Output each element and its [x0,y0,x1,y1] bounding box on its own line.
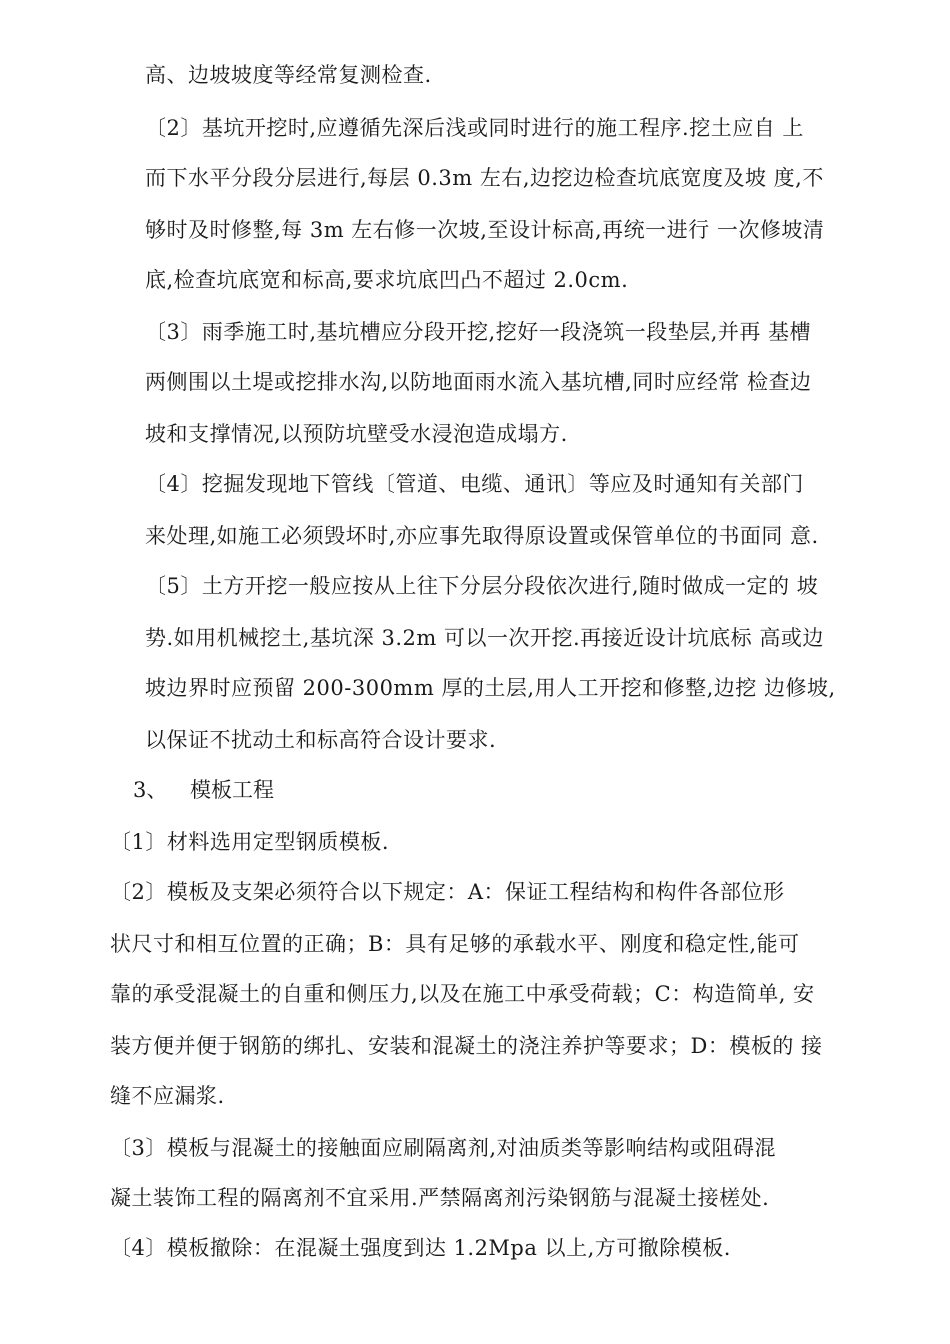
text-line: 〔1〕材料选用定型钢质模板. [110,830,390,854]
text-line: 〔4〕挖掘发现地下管线〔管道、电缆、通讯〕等应及时通知有关部门 [145,472,804,496]
text-line: 〔3〕模板与混凝土的接触面应刷隔离剂,对油质类等影响结构或阻碍混 [110,1136,777,1160]
text-line: 〔4〕模板撤除：在混凝土强度到达 1.2Mpa 以上,方可撤除模板. [110,1236,731,1260]
text-line: 缝不应漏浆. [110,1084,225,1108]
text-line: 〔3〕雨季施工时,基坑槽应分段开挖,挖好一段浇筑一段垫层,并再 基槽 [145,320,812,344]
text-line: 〔2〕基坑开挖时,应遵循先深后浅或同时进行的施工程序.挖土应自 上 [145,116,804,140]
text-line: 高、边坡坡度等经常复测检查. [145,63,432,87]
text-line: 来处理,如施工必须毁坏时,亦应事先取得原设置或保管单位的书面同 意. [145,524,819,548]
text-line: 够时及时修整,每 3m 左右修一次坡,至设计标高,再统一进行 一次修坡清 [145,218,825,242]
section-heading: 模板工程 [190,778,274,802]
text-line: 〔5〕土方开挖一般应按从上往下分层分段依次进行,随时做成一定的 坡 [145,574,819,598]
text-line: 靠的承受混凝土的自重和侧压力,以及在施工中承受荷载；C：构造简单, 安 [110,982,815,1006]
text-line: 〔2〕模板及支架必须符合以下规定：A：保证工程结构和构件各部位形 [110,880,785,904]
text-line: 坡和支撑情况,以预防坑壁受水浸泡造成塌方. [145,422,568,446]
text-line: 以保证不扰动土和标高符合设计要求. [145,728,497,752]
text-line: 两侧围以土堤或挖排水沟,以防地面雨水流入基坑槽,同时应经常 检查边 [145,370,812,394]
text-line: 而下水平分段分层进行,每层 0.3m 左右,边挖边检查坑底宽度及坡 度,不 [145,166,824,190]
text-line: 凝土装饰工程的隔离剂不宜采用.严禁隔离剂污染钢筋与混凝土接槎处. [110,1186,770,1210]
section-number: 3、 [133,778,168,802]
text-line: 装方便并便于钢筋的绑扎、安装和混凝土的浇注养护等要求；D：模板的 接 [110,1034,823,1058]
text-line: 坡边界时应预留 200-300mm 厚的土层,用人工开挖和修整,边挖 边修坡, [145,676,836,700]
text-line: 底,检查坑底宽和标高,要求坑底凹凸不超过 2.0cm. [145,268,629,292]
text-line: 势.如用机械挖土,基坑深 3.2m 可以一次开挖.再接近设计坑底标 高或边 [145,626,824,650]
text-line: 状尺寸和相互位置的正确；B：具有足够的承载水平、刚度和稳定性,能可 [110,932,800,956]
